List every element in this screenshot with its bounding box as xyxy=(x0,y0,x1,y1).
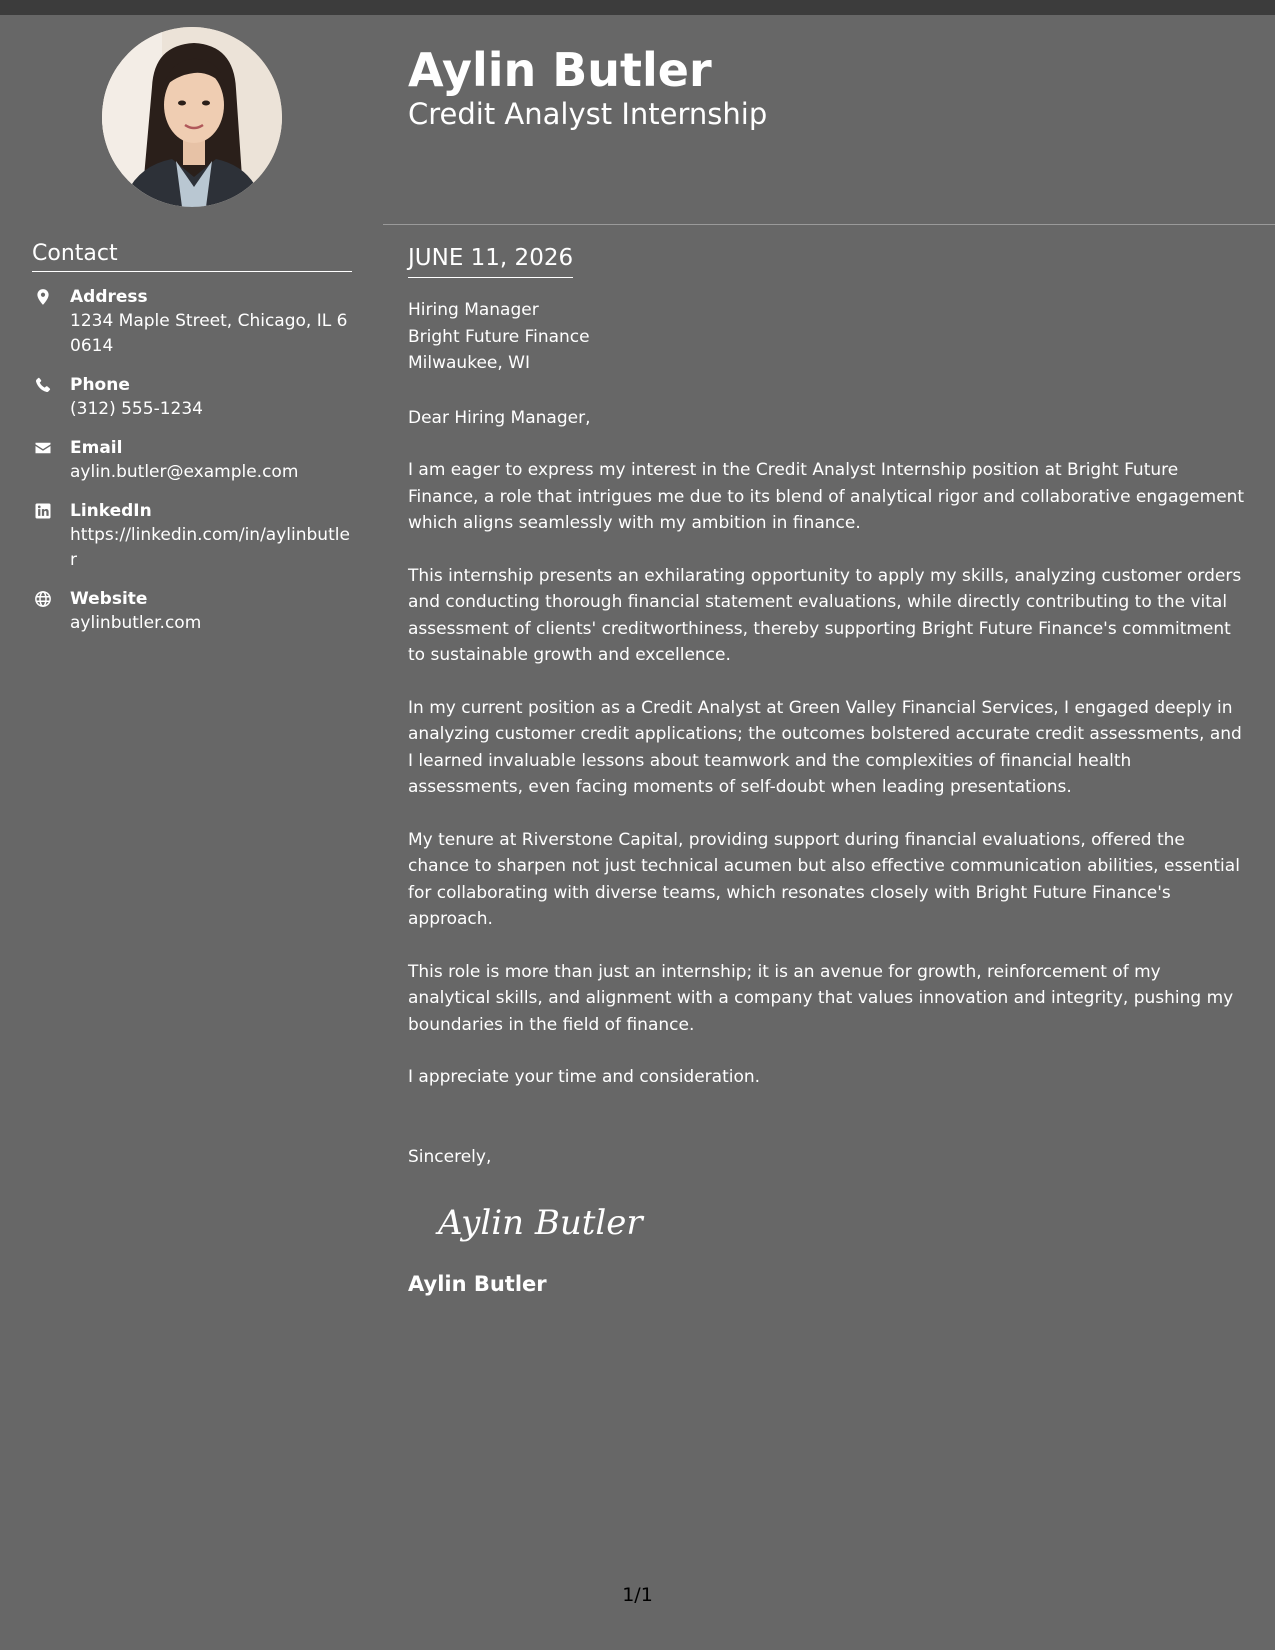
letter-paragraph: This role is more than just an internship; it is an avenue for growth, reinforcement of my analytical skills, and alignment with a company that values innovation and integrity, pushing my boundaries in the field of finance. xyxy=(408,961,1234,1035)
header-divider xyxy=(383,224,1275,225)
contact-label-phone: Phone xyxy=(70,375,130,395)
contact-value-address: 1234 Maple Street, Chicago, IL 60614 xyxy=(70,311,348,356)
cover-letter-page xyxy=(0,15,1275,1650)
letter-body xyxy=(408,243,1246,1298)
page-number: 1/1 xyxy=(622,1584,653,1606)
signature-text: Aylin Butler xyxy=(438,1203,643,1243)
letter-paragraph: My tenure at Riverstone Capital, providing support during financial evaluations, offered the chance to sharpen not just technical acumen but also effective communication abilities, essential for collaborating with diverse teams, which resonates closely with Bright Future Finance's approach. xyxy=(408,829,1240,929)
letter-paragraph: In my current position as a Credit Analyst at Green Valley Financial Services, I engaged deeply in analyzing customer credit applications; the outcomes bolstered accurate credit assessments, and I learned invaluable lessons about teamwork and the complexities of financial health assessments, even facing moments of self-doubt when leading presentations. xyxy=(408,697,1242,797)
applicant-name: Aylin Butler xyxy=(408,43,712,97)
letter-paragraph: This internship presents an exhilarating opportunity to apply my skills, analyzing customer orders and conducting thorough financial statement evaluations, while directly contributing to the vital assessment of clients' creditworthiness, thereby supporting Bright Future Finance's commitment to sustainable growth and excellence. xyxy=(408,565,1242,665)
recipient-line: Bright Future Finance xyxy=(408,326,590,347)
contact-item-email xyxy=(32,436,352,485)
recipient-block xyxy=(408,297,1246,377)
envelope-icon xyxy=(34,439,52,457)
signer-name: Aylin Butler xyxy=(408,1272,547,1296)
letter-date: JUNE 11, 2026 xyxy=(408,243,573,278)
profile-photo-illustration xyxy=(102,27,282,207)
contact-value-linkedin[interactable]: https://linkedin.com/in/aylinbutler xyxy=(70,525,350,570)
contact-value-phone: (312) 555-1234 xyxy=(70,399,203,419)
contact-value-email: aylin.butler@example.com xyxy=(70,462,299,482)
linkedin-icon xyxy=(34,502,52,520)
contact-item-phone xyxy=(32,373,352,422)
globe-icon xyxy=(34,590,52,608)
contact-label-website: Website xyxy=(70,589,148,609)
letter-paragraph: I am eager to express my interest in the Credit Analyst Internship position at Bright Future Finance, a role that intrigues me due to its blend of analytical rigor and collaborative engagement which aligns seamlessly with my ambition in finance. xyxy=(408,460,1245,533)
handwritten-signature xyxy=(434,1188,654,1258)
letter-closing: Sincerely, xyxy=(408,1146,492,1167)
contact-item-address xyxy=(32,285,352,359)
contact-label-address: Address xyxy=(70,287,148,307)
profile-photo xyxy=(102,27,282,207)
contact-item-linkedin xyxy=(32,499,352,573)
letter-greeting: Dear Hiring Manager, xyxy=(408,407,591,428)
phone-icon xyxy=(34,376,52,394)
recipient-line: Milwaukee, WI xyxy=(408,353,530,373)
letter-header xyxy=(408,43,767,131)
applicant-role: Credit Analyst Internship xyxy=(408,97,768,131)
contact-value-website[interactable]: aylinbutler.com xyxy=(70,613,202,633)
recipient-line: Hiring Manager xyxy=(408,300,539,320)
contact-label-linkedin: LinkedIn xyxy=(70,501,152,521)
top-bar xyxy=(0,0,1275,15)
contact-heading: Contact xyxy=(32,241,352,272)
contact-label-email: Email xyxy=(70,438,123,458)
map-pin-icon xyxy=(34,288,52,306)
contact-list xyxy=(32,285,352,650)
letter-paragraph: I appreciate your time and consideration. xyxy=(408,1067,761,1087)
contact-item-website xyxy=(32,587,352,636)
